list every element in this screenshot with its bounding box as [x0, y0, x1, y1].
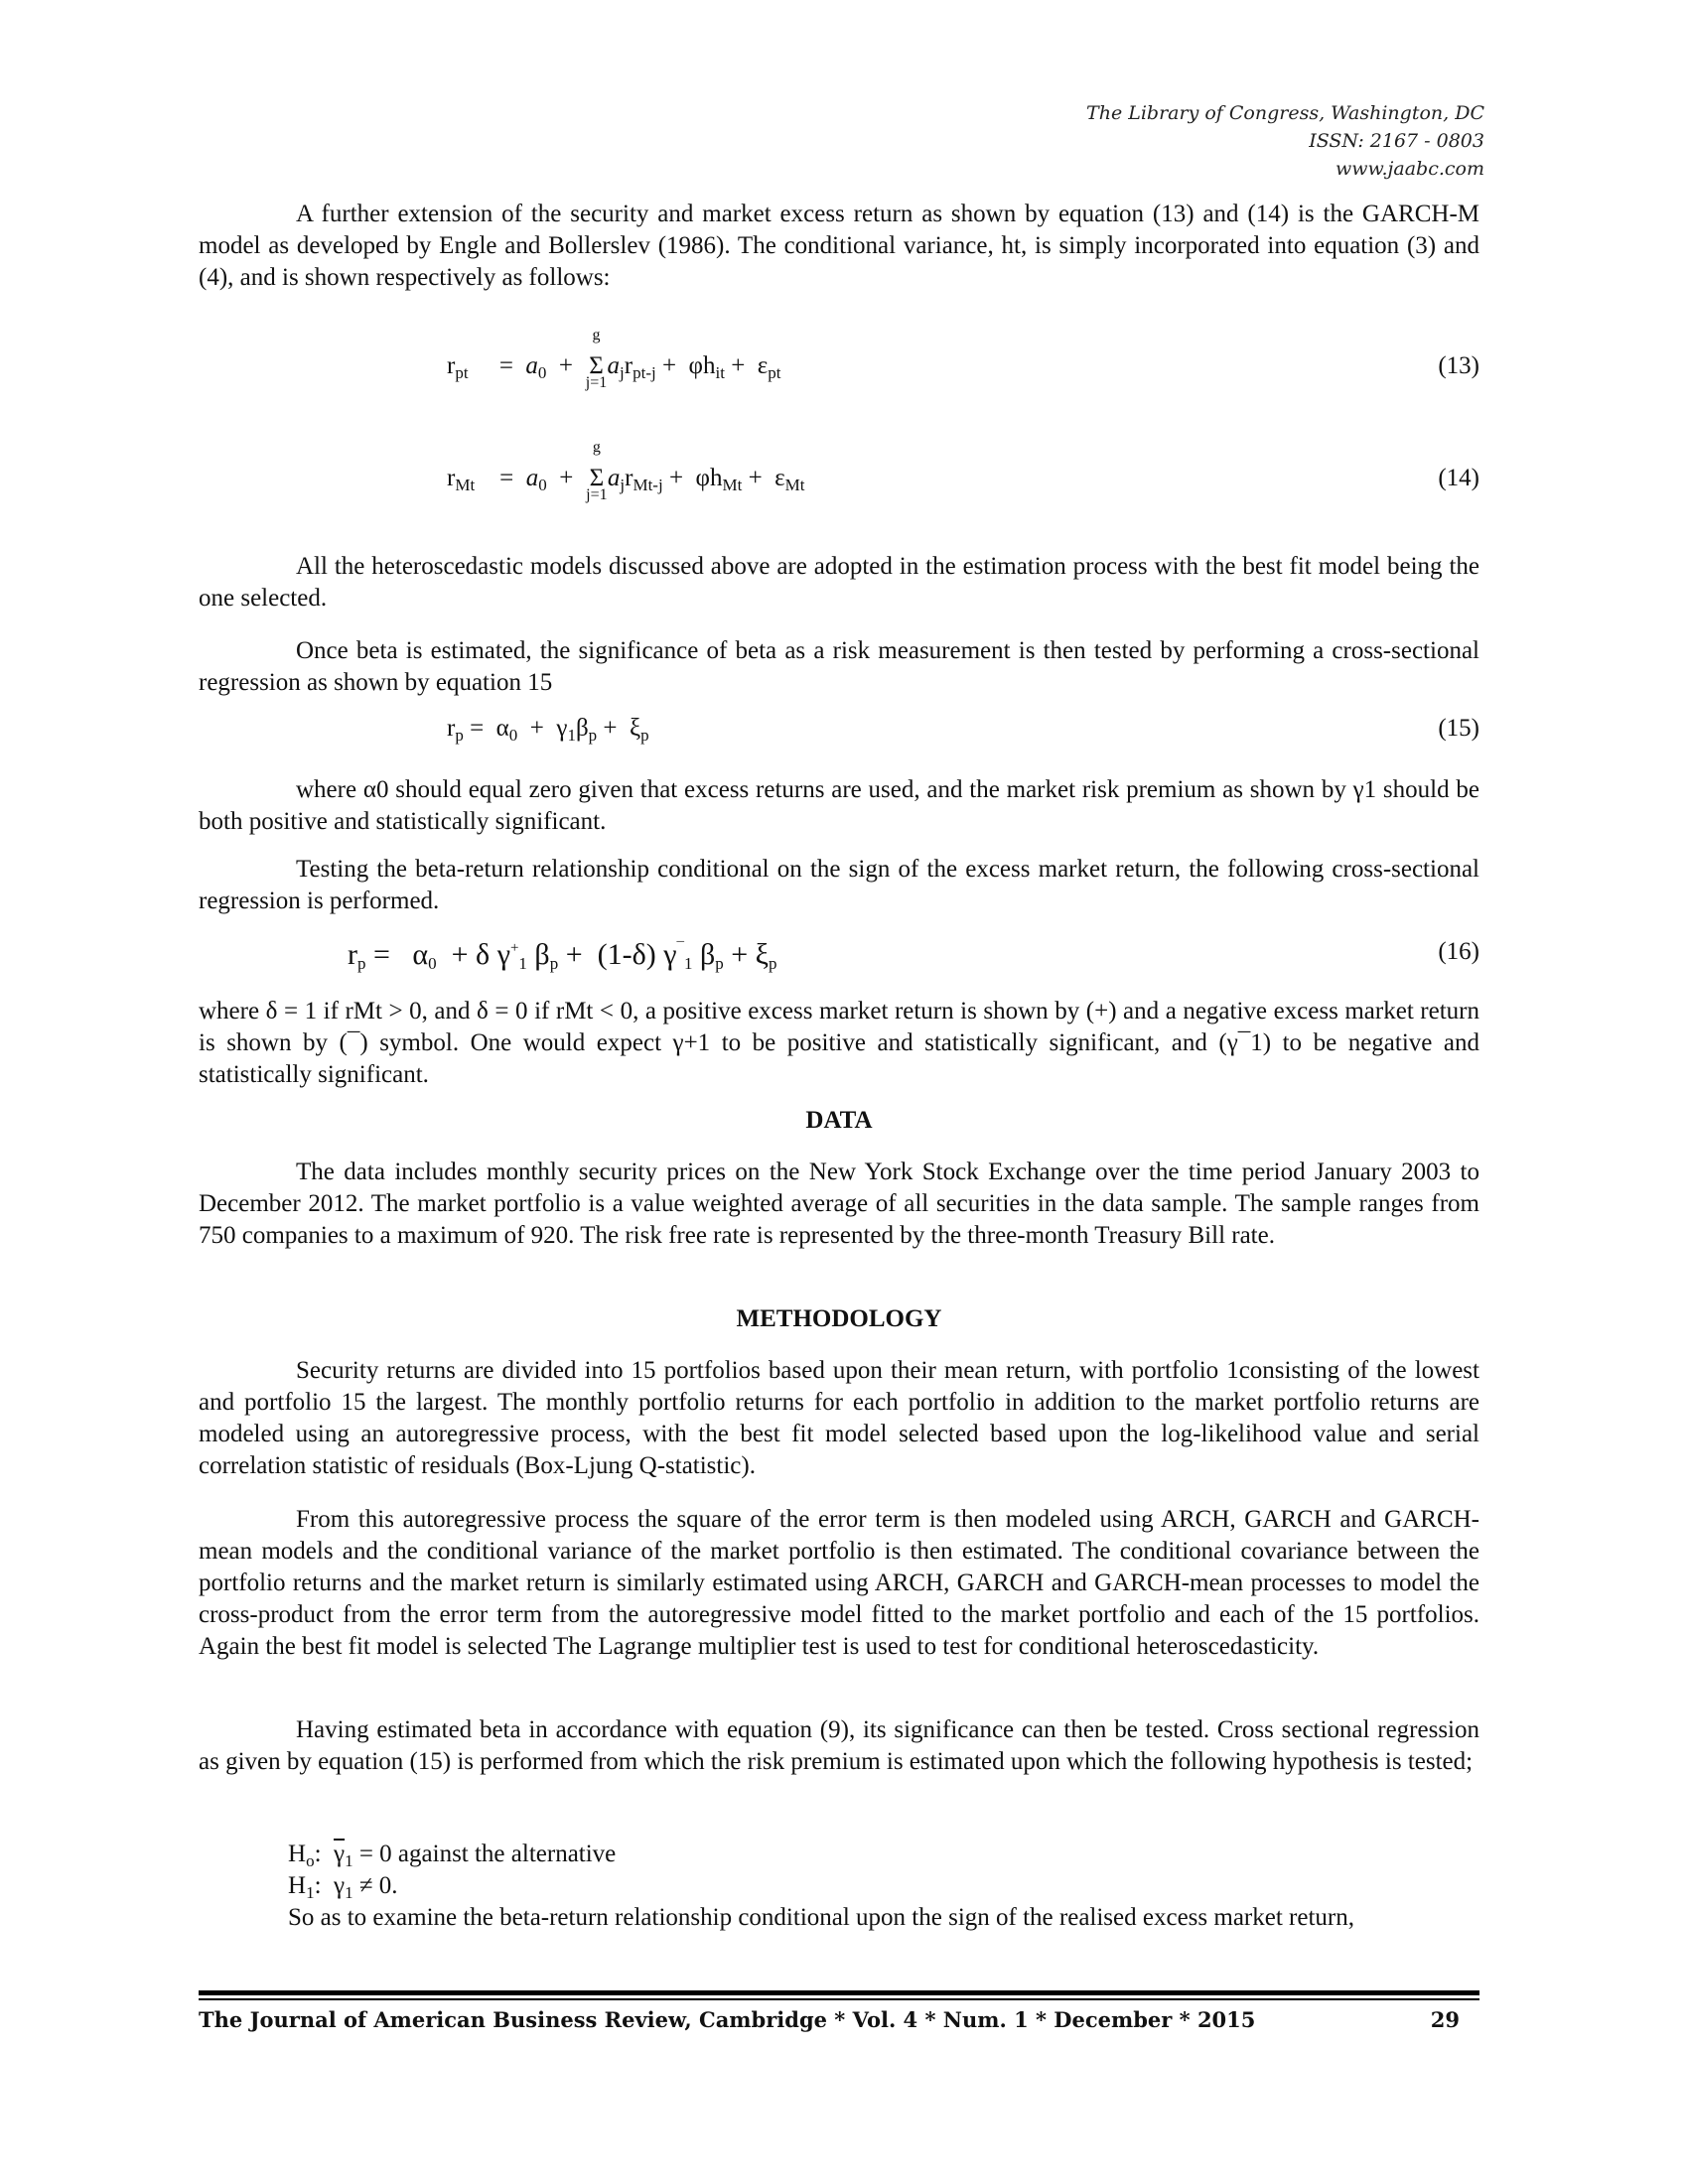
hypothesis-h1: $H_1$: $\gamma_1 \ne 0$.	[288, 1872, 398, 1902]
page-number: 29	[1430, 2007, 1460, 2032]
paragraph-1: A further extension of the security and market excess return as shown by equation (13) and (14) is the GARCH-M model as developed by Engle and Bollerslev (1986). The conditional variance, ht, is simply incorporated into equation (3) and (4), and is shown respectively as follows:	[199, 201, 1479, 291]
last-line: So as to examine the beta-return relationship conditional upon the sign of the realised excess market return,	[288, 1904, 1354, 1931]
paragraph-3: Once beta is estimated, the significance of beta as a risk measurement is then tested by performing a cross-sectional regression as shown by equation 15	[199, 637, 1479, 696]
equation-13	[199, 327, 1479, 392]
section-heading-data: DATA	[805, 1107, 873, 1134]
paragraph-5: Testing the beta-return relationship conditional on the sign of the excess market return, the following cross-sectional regression is performed.	[199, 856, 1479, 914]
paragraph-10: Having estimated beta in accordance with equation (9), its significance can then be tested. Cross sectional regression as given by equation (15) is performed from which the risk premium is estimated upon which the following hypothesis is tested;	[199, 1716, 1479, 1775]
equation-14-number: (14)	[1438, 465, 1479, 491]
paragraph-4: where α0 should equal zero given that excess returns are used, and the market risk premium as shown by γ1 should be both positive and statistically significant.	[199, 776, 1479, 835]
equation-15	[199, 715, 1479, 754]
hypothesis-h0: $H_o$: $\overline{\gamma}_1 = 0$ against the alternative	[288, 1841, 617, 1870]
hypothesis-h1-text: ≠ 0.	[358, 1872, 398, 1899]
equation-16	[199, 938, 1479, 978]
equation-15-number: (15)	[1438, 715, 1479, 742]
header-line-2: ISSN: 2167 - 0803	[1309, 130, 1484, 152]
equation-16-number: (16)	[1438, 938, 1479, 965]
paragraph-9: From this autoregressive process the square of the error term is then modeled using ARCH, GARCH and GARCH-mean models and the conditional variance of the market portfolio is then estimated. The conditional covariance between the portfolio returns and the market return is similarly estimated using ARCH, GARCH and GARCH-mean processes to model the cross-product from the error term from the autoregressive model fitted to the market portfolio and each of the 15 portfolios. Again the best fit model is selected The Lagrange multiplier test is used to test for conditional heteroscedasticity.	[199, 1506, 1479, 1660]
equation-14-body: $r_{Mt}$ = $a_0 + \Sigma$ g j=1 $a_jr_{Mt-j} + \varphi h_{Mt} + \varepsilon_{Mt}$	[447, 439, 805, 503]
paragraph-8: Security returns are divided into 15 portfolios based upon their mean return, with portfolio 1consisting of the lowest and portfolio 15 the largest. The monthly portfolio returns for each portfolio in addition to the market portfolio returns are modeled using an autoregressive process, with the best fit model selected based upon the log-likelihood value and serial correlation statistic of residuals (Box-Ljung Q-statistic).	[199, 1357, 1479, 1479]
paragraph-6: where δ = 1 if rMt > 0, and δ = 0 if rMt < 0, a positive excess market return is shown by (+) and a negative excess market return is shown by (¯) symbol. One would expect γ+1 to be positive and statistically significant, and (γ¯1) to be negative and statistically significant.	[199, 998, 1479, 1088]
equation-16-body: $r_p = \alpha_0 + \delta$ $\gamma^+_1$ $\beta_p + (1-\delta)$ $\gamma^¯_1$ $\beta_p + \xi_p$	[348, 938, 777, 973]
equation-13-body: $r_{pt}$ = $a_0 + \Sigma$ g j=1 $a_jr_{pt-j} + \varphi h_{it} + \varepsilon_{pt}$	[447, 327, 781, 391]
hypothesis-h0-text: = 0 against the alternative	[358, 1841, 617, 1867]
equation-14	[199, 439, 1479, 504]
paragraph-2: All the heteroscedastic models discussed above are adopted in the estimation process with the best fit model being the one selected.	[199, 553, 1479, 612]
running-header	[1086, 99, 1484, 183]
footer-rule-thin	[199, 1998, 1479, 2000]
equation-13-number: (13)	[1438, 352, 1479, 379]
footer	[199, 2007, 1479, 2032]
equation-15-body: $r_p = \alpha_0 + \gamma_1\beta_p + \xi_p$	[447, 715, 649, 745]
footer-rule-thick	[199, 1990, 1479, 1995]
header-line-3: www.jaabc.com	[1335, 158, 1484, 180]
paragraph-7: The data includes monthly security prices on the New York Stock Exchange over the time period January 2003 to December 2012. The market portfolio is a value weighted average of all securities in the data sample. The sample ranges from 750 companies to a maximum of 920. The risk free rate is represented by the three-month Treasury Bill rate.	[199, 1159, 1479, 1249]
header-line-1: The Library of Congress, Washington, DC	[1086, 102, 1484, 124]
footer-journal: The Journal of American Business Review, Cambridge * Vol. 4 * Num. 1 * December * 2015	[199, 2007, 1256, 2032]
section-heading-methodology: METHODOLOGY	[736, 1305, 942, 1332]
